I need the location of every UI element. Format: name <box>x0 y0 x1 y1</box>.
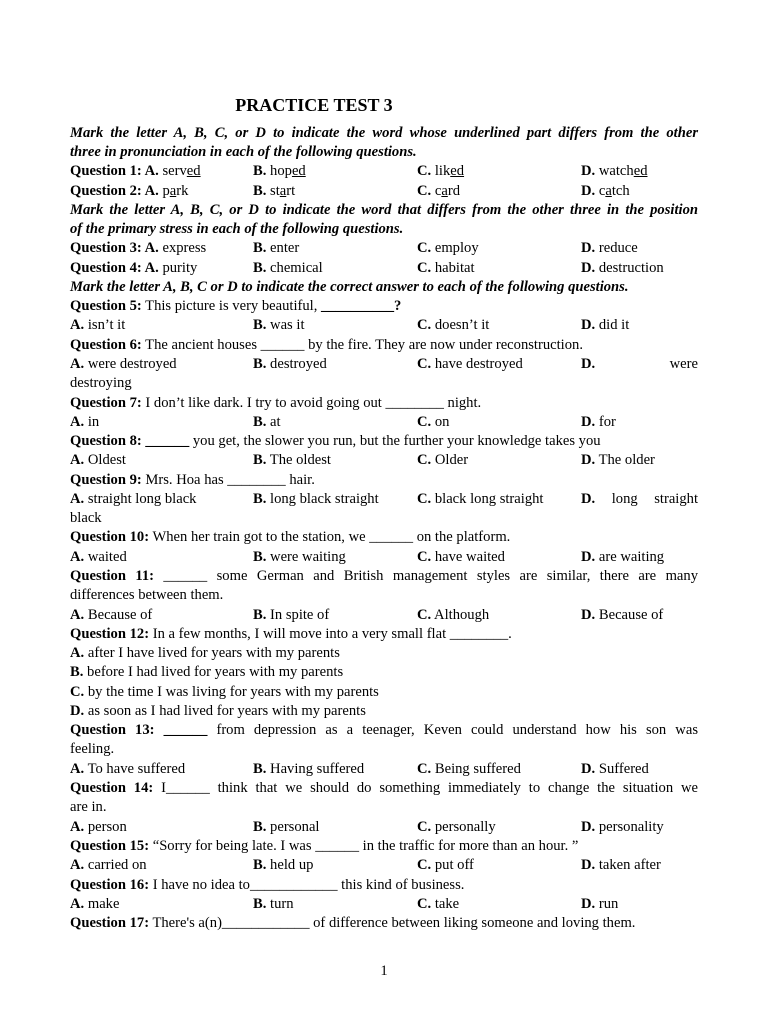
option-text: destroyed <box>266 356 327 372</box>
option-text: destruction <box>595 260 664 276</box>
instruction-pronunciation-2 <box>70 143 698 162</box>
question-label: Question 7: <box>70 395 142 411</box>
question-label: Question 6: <box>70 337 142 353</box>
option-text: black <box>70 510 102 526</box>
option-text: person <box>84 819 127 835</box>
option-text: were destroyed <box>84 356 177 372</box>
option-c[interactable] <box>417 259 475 278</box>
option-a[interactable] <box>70 316 125 335</box>
option-letter: C. <box>417 761 432 777</box>
question-label: Question 16: <box>70 877 150 893</box>
option-b[interactable] <box>253 259 323 278</box>
option-letter: D. <box>581 819 596 835</box>
option-text: hop <box>270 163 292 179</box>
option-letter: C. <box>417 896 432 912</box>
option-text: personality <box>595 819 664 835</box>
option-text: as soon as I had lived for years with my parents <box>84 702 366 719</box>
option-c[interactable] <box>417 818 496 837</box>
underlined-part: a <box>605 183 612 199</box>
option-text: Oldest <box>84 452 126 468</box>
question-label: Question 10: <box>70 529 150 545</box>
option-text: In spite of <box>266 607 330 623</box>
question-14-stem <box>70 779 698 798</box>
option-text: chemical <box>266 260 323 276</box>
question-text: There's a(n)____________ of difference between liking someone and loving them. <box>149 915 636 931</box>
option-c[interactable] <box>417 548 505 567</box>
option-letter: A. <box>70 761 85 777</box>
instruction-text: of the primary stress in each of the following questions. <box>70 221 404 237</box>
option-letter: B. <box>253 356 267 372</box>
question-text: When her train got to the station, we ______ on the platform. <box>149 529 511 545</box>
option-d[interactable] <box>581 490 698 509</box>
option-letter: B. <box>70 664 84 681</box>
option-text: was it <box>266 317 305 333</box>
question-text: I don’t like dark. I try to avoid going out ________ night. <box>141 395 482 411</box>
instruction-text: Mark the letter A, B, C, or D to indicate the word whose underlined part differs from the other <box>70 125 698 141</box>
option-letter: A. <box>70 645 85 661</box>
option-c[interactable] <box>417 355 523 374</box>
blank: ______ <box>163 722 208 738</box>
question-text: you get, the slower you run, but the further your knowledge takes you <box>189 433 601 449</box>
question-label: Question 13: <box>70 722 155 738</box>
option-text: lik <box>434 163 451 179</box>
question-text: are in. <box>70 799 107 815</box>
question-7-options <box>70 413 698 432</box>
option-text: doesn’t it <box>431 317 490 333</box>
option-letter: D. <box>70 702 85 719</box>
question-12-option-b[interactable] <box>70 663 698 682</box>
option-letter: D. <box>581 452 596 468</box>
option-text: personal <box>266 819 320 835</box>
option-d[interactable] <box>581 895 618 914</box>
option-text: reduce <box>595 240 638 256</box>
blank: ______ <box>145 433 190 449</box>
option-letter: B. <box>253 819 267 835</box>
option-text: were <box>669 356 698 372</box>
option-b[interactable] <box>253 451 331 470</box>
question-12-option-c[interactable] <box>70 683 698 702</box>
option-a[interactable] <box>70 856 147 875</box>
question-5-options <box>70 316 698 335</box>
question-text: I______ think that we should do something immediately to change the situation we <box>153 780 698 796</box>
question-label: Question 14: <box>70 780 154 796</box>
question-label: Question 1: <box>70 163 145 179</box>
option-text: tch <box>611 183 630 199</box>
question-13-stem-2 <box>70 740 698 759</box>
option-c[interactable] <box>417 451 468 470</box>
option-a[interactable] <box>70 182 188 201</box>
option-text: destroying <box>70 375 132 391</box>
option-c[interactable] <box>417 182 460 201</box>
underlined-part: a <box>279 183 287 199</box>
option-text: have destroyed <box>431 356 523 372</box>
option-text: were waiting <box>266 549 346 565</box>
option-letter: B. <box>253 549 267 565</box>
option-letter: A. <box>70 414 85 430</box>
underlined-part: a <box>169 183 177 199</box>
question-8-stem <box>70 432 698 451</box>
option-letter: C. <box>417 317 432 333</box>
question-12-option-d[interactable] <box>70 702 698 721</box>
option-text: are waiting <box>595 549 665 565</box>
option-text: rk <box>176 183 189 199</box>
instruction-stress <box>70 201 698 220</box>
option-letter: A. <box>70 491 85 507</box>
option-letter: D. <box>581 240 596 256</box>
option-letter: D. <box>581 356 596 372</box>
option-letter: A. <box>144 183 159 199</box>
option-b[interactable] <box>253 413 281 432</box>
option-text: by the time I was living for years with my parents <box>84 683 379 700</box>
option-letter: D. <box>581 317 596 333</box>
option-text: waited <box>84 549 127 565</box>
question-3-options <box>70 239 698 258</box>
option-letter: C. <box>417 260 432 276</box>
option-c[interactable] <box>417 239 479 258</box>
question-label: Question 12: <box>70 626 150 642</box>
option-d[interactable] <box>581 259 664 278</box>
blank: __________ <box>321 298 395 314</box>
option-c[interactable] <box>417 162 464 181</box>
question-text: feeling. <box>70 741 115 757</box>
instruction-text: Mark the letter A, B, C, or D to indicate the word that differs from the other three in the position <box>70 202 698 218</box>
option-d[interactable] <box>581 818 664 837</box>
option-text: serv <box>162 163 187 179</box>
option-text: have waited <box>431 549 505 565</box>
option-text: To have suffered <box>84 761 186 777</box>
option-text: rt <box>286 183 296 199</box>
option-b[interactable] <box>253 316 305 335</box>
option-text: black long straight <box>431 491 544 507</box>
option-d[interactable] <box>581 413 616 432</box>
option-text: straight long black <box>84 491 197 507</box>
option-letter: B. <box>253 761 267 777</box>
option-letter: A. <box>70 317 85 333</box>
option-letter: B. <box>253 240 267 256</box>
option-text: personally <box>431 819 496 835</box>
underlined-part: ed <box>450 163 465 179</box>
question-text: from depression as a teenager, Keven could understand how his son was <box>207 722 698 738</box>
option-letter: D. <box>581 183 596 199</box>
question-15-options <box>70 856 698 875</box>
option-b[interactable] <box>253 606 329 625</box>
option-letter: A. <box>144 240 159 256</box>
question-6-option-d-continued <box>70 374 698 393</box>
option-b[interactable] <box>253 490 379 509</box>
option-letter: D. <box>581 607 596 623</box>
option-a[interactable] <box>70 413 99 432</box>
question-8-options <box>70 451 698 470</box>
instruction-pronunciation <box>70 124 698 143</box>
question-label: Question 9: <box>70 472 142 488</box>
space <box>155 722 164 738</box>
underlined-part: ed <box>186 163 201 179</box>
option-text: c <box>434 183 442 199</box>
question-12-stem <box>70 625 698 644</box>
option-d[interactable] <box>581 355 698 374</box>
option-letter: C. <box>417 607 432 623</box>
option-a[interactable] <box>70 818 127 837</box>
option-text: The older <box>595 452 655 468</box>
option-letter: D. <box>581 857 596 873</box>
question-10-options <box>70 548 698 567</box>
question-text: The ancient houses ______ by the fire. They are now under reconstruction. <box>141 337 583 353</box>
question-11-stem-2 <box>70 586 698 605</box>
option-d[interactable] <box>581 760 649 779</box>
option-b[interactable] <box>253 355 327 374</box>
option-letter: A. <box>70 819 85 835</box>
option-a[interactable] <box>70 606 152 625</box>
option-c[interactable] <box>417 490 543 509</box>
instruction-text: three in pronunciation in each of the following questions. <box>70 144 417 160</box>
question-text: “Sorry for being late. I was ______ in the traffic for more than an hour. ” <box>149 838 579 854</box>
option-text: long <box>611 491 638 507</box>
option-text: Because of <box>595 607 664 623</box>
question-text: I have no idea to____________ this kind of business. <box>149 877 465 893</box>
option-a[interactable] <box>70 451 126 470</box>
option-c[interactable] <box>417 606 489 625</box>
option-b[interactable] <box>253 760 364 779</box>
question-text: In a few months, I will move into a very small flat ________. <box>149 626 512 642</box>
option-text: carried on <box>84 857 147 873</box>
option-letter: B. <box>253 183 267 199</box>
option-text: before I had lived for years with my parents <box>83 664 344 681</box>
option-text: enter <box>266 240 300 256</box>
question-text: differences between them. <box>70 587 224 603</box>
question-label: Question 15: <box>70 838 150 854</box>
underlined-part: a <box>441 183 448 199</box>
option-d[interactable] <box>581 606 663 625</box>
option-text: make <box>84 896 120 912</box>
option-c[interactable] <box>417 760 521 779</box>
option-letter: B. <box>253 857 267 873</box>
question-9-stem <box>70 471 698 490</box>
option-c[interactable] <box>417 316 489 335</box>
underlined-part: ed <box>633 163 648 179</box>
option-c[interactable] <box>417 413 449 432</box>
option-text: watch <box>598 163 634 179</box>
option-text: Suffered <box>595 761 649 777</box>
question-label: Question 11: <box>70 568 155 584</box>
underlined-part: ed <box>291 163 306 179</box>
instruction-stress-2 <box>70 220 698 239</box>
option-text: long black straight <box>266 491 379 507</box>
question-17-stem <box>70 914 698 933</box>
option-text: rd <box>447 183 460 199</box>
option-b[interactable] <box>253 182 295 201</box>
option-d[interactable] <box>581 239 638 258</box>
option-d[interactable] <box>581 451 655 470</box>
page-title: PRACTICE TEST 3 <box>235 95 393 115</box>
question-9-option-d-continued <box>70 509 698 528</box>
question-16-options <box>70 895 698 914</box>
question-text: This picture is very beautiful, <box>141 298 322 314</box>
option-letter: D. <box>581 549 596 565</box>
option-b[interactable] <box>253 818 319 837</box>
option-d[interactable] <box>581 548 664 567</box>
option-letter: C. <box>417 491 432 507</box>
option-letter: A. <box>70 452 85 468</box>
option-letter: A. <box>144 163 159 179</box>
option-letter: D. <box>581 260 596 276</box>
option-letter: B. <box>253 260 267 276</box>
option-text: straight <box>654 491 698 507</box>
option-b[interactable] <box>253 895 294 914</box>
question-7-stem <box>70 394 698 413</box>
question-4-options <box>70 259 698 278</box>
option-a[interactable] <box>70 239 206 258</box>
question-5-stem <box>70 297 698 316</box>
option-letter: C. <box>417 857 432 873</box>
question-9-options <box>70 490 698 509</box>
option-text: on <box>431 414 450 430</box>
question-13-options <box>70 760 698 779</box>
option-text: Although <box>431 607 490 623</box>
option-letter: A. <box>144 260 159 276</box>
question-text: Mrs. Hoa has ________ hair. <box>141 472 315 488</box>
question-2-options <box>70 182 698 201</box>
option-b[interactable] <box>253 239 299 258</box>
option-letter: C. <box>417 452 432 468</box>
question-11-options <box>70 606 698 625</box>
option-text: held up <box>266 857 314 873</box>
option-letter: C. <box>417 240 432 256</box>
option-d[interactable] <box>581 182 630 201</box>
question-16-stem <box>70 876 698 895</box>
question-6-stem <box>70 336 698 355</box>
option-text: turn <box>266 896 294 912</box>
option-text: for <box>595 414 616 430</box>
option-c[interactable] <box>417 856 474 875</box>
option-letter: D. <box>581 761 596 777</box>
option-d[interactable] <box>581 856 661 875</box>
option-a[interactable] <box>70 548 127 567</box>
option-c[interactable] <box>417 895 459 914</box>
question-mark: ? <box>394 298 402 314</box>
option-letter: B. <box>253 491 267 507</box>
option-text: The oldest <box>266 452 331 468</box>
option-text: habitat <box>431 260 475 276</box>
option-text: employ <box>431 240 479 256</box>
option-letter: D. <box>581 491 596 507</box>
option-text: run <box>595 896 619 912</box>
option-text: purity <box>158 260 198 276</box>
question-15-stem <box>70 837 698 856</box>
option-text: c <box>598 183 606 199</box>
option-letter: C. <box>417 356 432 372</box>
question-12-option-a[interactable] <box>70 644 698 663</box>
option-letter: C. <box>417 163 432 179</box>
question-11-stem <box>70 567 698 586</box>
option-text: put off <box>431 857 474 873</box>
option-letter: C. <box>417 183 432 199</box>
option-letter: A. <box>70 857 85 873</box>
option-a[interactable] <box>70 760 185 779</box>
option-text: Having suffered <box>266 761 365 777</box>
option-text: take <box>431 896 460 912</box>
option-a[interactable] <box>70 355 177 374</box>
option-text: at <box>266 414 281 430</box>
option-text: Because of <box>84 607 153 623</box>
option-text: st <box>270 183 280 199</box>
question-label: Question 17: <box>70 915 150 931</box>
option-a[interactable] <box>70 259 197 278</box>
option-letter: B. <box>253 896 267 912</box>
option-text: Older <box>431 452 469 468</box>
instruction-text: Mark the letter A, B, C or D to indicate the correct answer to each of the following questions. <box>70 279 629 295</box>
option-letter: A. <box>70 607 85 623</box>
question-text: ______ some German and British management styles are similar, there are many <box>154 568 698 584</box>
option-text: in <box>84 414 100 430</box>
question-14-options <box>70 818 698 837</box>
question-label: Question 2: <box>70 183 145 199</box>
option-b[interactable] <box>253 856 313 875</box>
option-text: p <box>162 183 170 199</box>
option-letter: C. <box>417 819 432 835</box>
option-letter: C. <box>417 549 432 565</box>
option-text: express <box>158 240 207 256</box>
option-letter: D. <box>581 163 596 179</box>
option-d[interactable] <box>581 162 648 181</box>
option-b[interactable] <box>253 548 346 567</box>
option-letter: A. <box>70 896 85 912</box>
option-text: did it <box>595 317 630 333</box>
option-letter: D. <box>581 414 596 430</box>
option-letter: B. <box>253 452 267 468</box>
option-letter: C. <box>70 683 85 700</box>
option-a[interactable] <box>70 162 201 181</box>
option-letter: B. <box>253 163 267 179</box>
question-label: Question 8: <box>70 433 142 449</box>
page-number: 1 <box>380 963 388 979</box>
question-10-stem <box>70 528 698 547</box>
option-a[interactable] <box>70 490 196 509</box>
option-a[interactable] <box>70 895 119 914</box>
instruction-correct <box>70 278 698 297</box>
option-text: Being suffered <box>431 761 521 777</box>
option-text: taken after <box>595 857 661 873</box>
option-letter: A. <box>70 549 85 565</box>
option-letter: D. <box>581 896 596 912</box>
question-label: Question 4: <box>70 260 145 276</box>
question-1-options <box>70 162 698 181</box>
option-letter: B. <box>253 607 267 623</box>
question-14-stem-2 <box>70 798 698 817</box>
option-text: after I have lived for years with my parents <box>84 645 340 661</box>
option-letter: C. <box>417 414 432 430</box>
question-13-stem <box>70 721 698 740</box>
option-d[interactable] <box>581 316 629 335</box>
question-label: Question 3: <box>70 240 145 256</box>
option-letter: B. <box>253 414 267 430</box>
question-label: Question 5: <box>70 298 142 314</box>
option-letter: A. <box>70 356 85 372</box>
option-letter: B. <box>253 317 267 333</box>
question-6-options <box>70 355 698 374</box>
option-b[interactable] <box>253 162 306 181</box>
option-text: isn’t it <box>84 317 126 333</box>
